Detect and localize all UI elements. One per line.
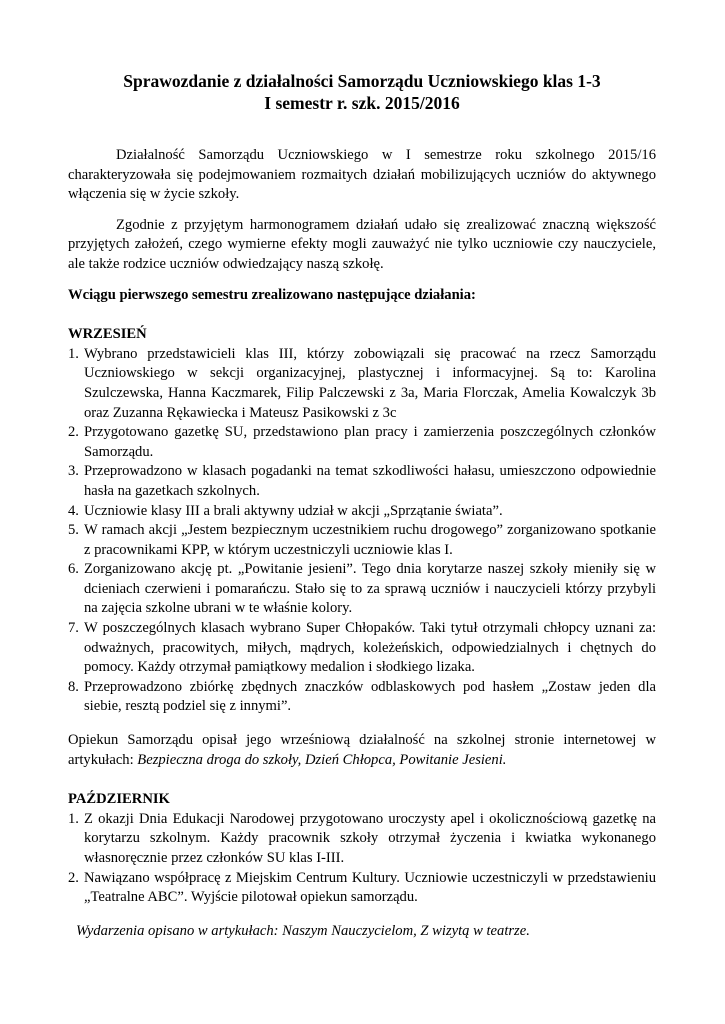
list-item <box>68 810 656 869</box>
list-item <box>68 462 656 501</box>
list-item-number: 2. <box>68 869 79 886</box>
opiekun-note <box>68 731 656 770</box>
list-item-text: W ramach akcji „Jestem bezpiecznym uczestnikiem ruchu drogowego” zorganizowano spotkanie z pracownikami KPP, w którym uczestniczyli uczniowie klas I. <box>84 522 656 558</box>
summary-heading: Wciągu pierwszego semestru zrealizowano następujące działania: <box>68 286 476 303</box>
list-item-number: 1. <box>68 810 79 827</box>
september-list <box>68 345 656 717</box>
list-item <box>68 521 656 560</box>
intro-paragraph-2: Zgodnie z przyjętym harmonogramem działań udało się zrealizować znaczną większość przyjętych założeń, czego wymierne efekty mogli zauważyć nie tylko uczniowie czy nauczyciele, ale także rodzice uczniów odwiedzający naszą szkołę. <box>68 216 656 272</box>
list-item-number: 5. <box>68 522 79 539</box>
list-item <box>68 678 656 717</box>
list-item <box>68 619 656 678</box>
opiekun-articles: Bezpieczna droga do szkoły, Dzień Chłopca, Powitanie Jesieni. <box>137 751 507 768</box>
title-line-1: Sprawozdanie z działalności Samorządu Uczniowskiego klas 1-3 <box>123 71 601 91</box>
list-item-number: 6. <box>68 561 79 578</box>
list-item <box>68 345 656 423</box>
document-page <box>68 70 656 941</box>
list-item-text: Nawiązano współpracę z Miejskim Centrum Kultury. Uczniowie uczestniczyli w przedstawieniu „Teatralne ABC”. Wyjście pilotował opiekun samorządu. <box>84 869 656 906</box>
october-list <box>68 810 656 908</box>
list-item-number: 2. <box>68 424 79 441</box>
list-item-number: 8. <box>68 678 79 695</box>
list-item-text: W poszczególnych klasach wybrano Super Chłopaków. Taki tytuł otrzymali chłopcy uznani za: odważnych, pracowitych, miłych, mądrych, koleżeńskich, odpowiedzialnych i chętnych do pomocy. Każdy otrzymał pamiątkowy medalion i słodkiego lizaka. <box>84 620 656 676</box>
section-heading-september: WRZESIEŃ <box>68 326 147 343</box>
list-item-text: Przygotowano gazetkę SU, przedstawiono plan pracy i zamierzenia poszczególnych członków Samorządu. <box>84 424 656 460</box>
list-item <box>68 869 656 908</box>
title-line-2: I semestr r. szk. 2015/2016 <box>264 93 460 113</box>
list-item-number: 4. <box>68 502 79 519</box>
list-item-number: 7. <box>68 620 79 637</box>
document-title <box>68 70 656 114</box>
list-item-number: 1. <box>68 345 79 362</box>
list-item <box>68 423 656 462</box>
list-item-text: Przeprowadzono zbiórkę zbędnych znaczków odblaskowych pod hasłem „Zostaw jeden dla siebie, resztą podziel się z innymi”. <box>84 678 656 715</box>
list-item <box>68 502 656 522</box>
opiekun-text: Opiekun Samorządu opisał jego wrześniową działalność na szkolnej stronie internetowej w artykułach: <box>68 732 656 768</box>
list-item-text: Zorganizowano akcję pt. „Powitanie jesieni”. Tego dnia korytarze naszej szkoły mieniły się w dcieniach czerwieni i pomarańczu. Stało się to za sprawą uczniów i nauczycieli którzy przybyli na zajęcia szkolne ubrani w te właśnie kolory. <box>84 561 656 617</box>
list-item-text: Przeprowadzono w klasach pogadanki na temat szkodliwości hałasu, umieszczono odpowiednie hasła na gazetkach szkolnych. <box>84 463 656 499</box>
articles-footer: Wydarzenia opisano w artykułach: Naszym Nauczycielom, Z wizytą w teatrze. <box>76 922 530 939</box>
intro-paragraph-1: Działalność Samorządu Uczniowskiego w I semestrze roku szkolnego 2015/16 charakteryzowała się podejmowaniem rozmaitych działań mobilizujących uczniów do aktywnego włączenia się w życie szkoły. <box>68 147 656 203</box>
list-item <box>68 560 656 619</box>
list-item-number: 3. <box>68 463 79 480</box>
list-item-text: Z okazji Dnia Edukacji Narodowej przygotowano uroczysty apel i okolicznościową gazetkę na korytarzu szkolnym. Każdy pracownik szkoły otrzymał życzenia i kwiatka wykonanego własnoręcznie przez członków SU klas I-III. <box>84 810 656 866</box>
list-item-text: Wybrano przedstawicieli klas III, którzy zobowiązali się pracować na rzecz Samorządu Uczniowskiego w sekcji organizacyjnej, plastycznej i informacyjnej. Są to: Karolina Szulczewska, Hanna Kaczmarek, Filip Palczewski z 3a, Maria Florczak, Amelia Kowalczyk 3b oraz Zuzanna Rękawiecka i Mateusz Pasikowski z 3c <box>84 345 656 421</box>
section-heading-october: PAŹDZIERNIK <box>68 791 170 808</box>
list-item-text: Uczniowie klasy III a brali aktywny udział w akcji „Sprzątanie świata”. <box>84 502 503 519</box>
